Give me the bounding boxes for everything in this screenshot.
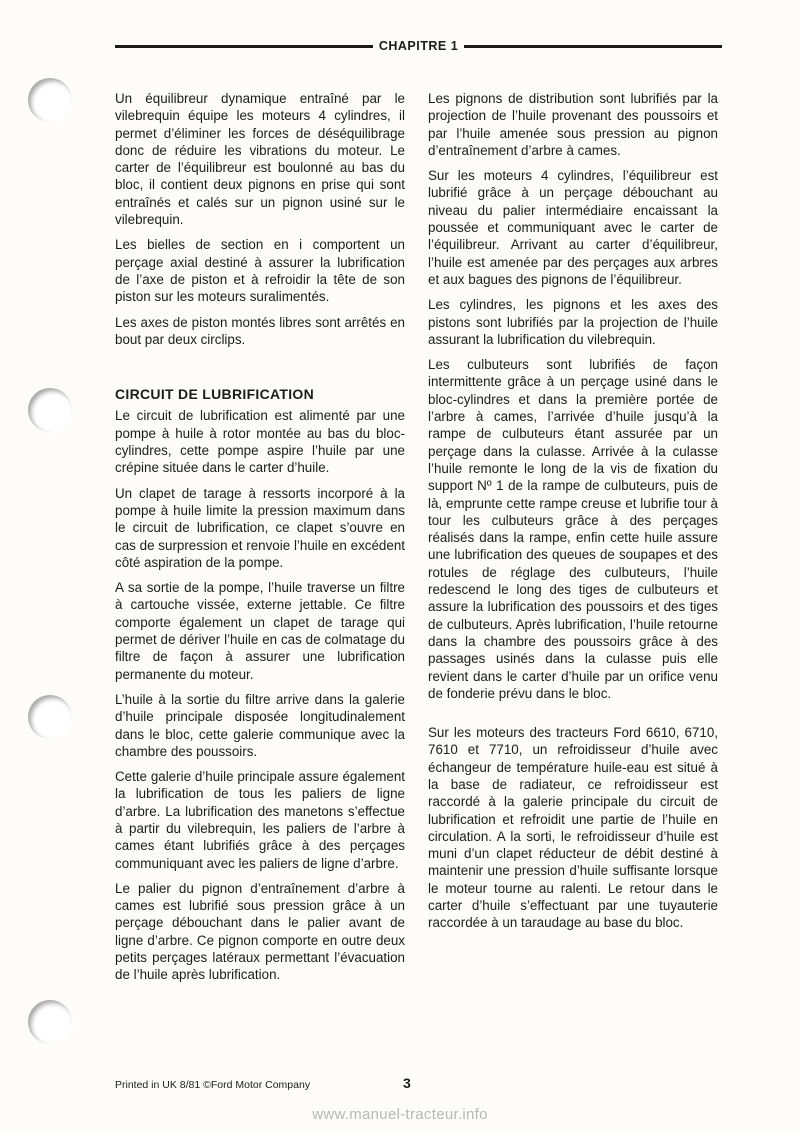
paragraph: Sur les moteurs 4 cylindres, l’équilibreur est lubrifié grâce à un perçage débouchant au niveau du palier intermédiaire encaissant la poussée et communiquant avec le carter de l’équilibreur. Arrivant au carter d’équilibreur, l’huile est amenée par des perçages aux arbres et aux bagues des pignons de l’équilibreur. [428,168,718,287]
paragraph: Les axes de piston montés libres sont arrêtés en bout par deux circlips. [115,314,405,347]
paragraph: Cette galerie d’huile principale assure également la lubrification de tous les paliers de ligne d’arbre. La lubrification des manetons s’effectue à partir du vilebrequin, les paliers de l’arbre à cames étant lubrifiés grâce à des perçages communiquant avec les paliers de ligne d’arbre. [115,769,405,871]
paragraph: Le palier du pignon d’entraînement d’arbre à cames est lubrifié sous pression grâce à un perçage débouchant dans le palier avant de ligne d’arbre. Ce pignon comporte en outre deux petits perçages latéraux permettant l’évacuation de l’huile après lubrification. [115,880,405,983]
paragraph: Les pignons de distribution sont lubrifiés par la projection de l’huile provenant des poussoirs et par l’huile amenée sous pression au pignon d’entraînement d’arbre à cames. [428,91,718,158]
paragraph: A sa sortie de la pompe, l’huile traverse un filtre à cartouche vissée, externe jettable. Ce filtre comporte également un clapet de tarage qui permet de dériver l’huile en cas de colmatage du filtre de façon à assurer une lubrification permanente du moteur. [115,580,405,682]
paragraph: Les culbuteurs sont lubrifiés de façon intermittente grâce à un perçage usiné dans le bloc-cylindres et dans la première portée de l’arbre à cames, l’arrivée d’huile jusqu’à la rampe de culbuteurs étant assurée par un perçage dans la culasse. Arrivée à la culasse l’huile remonte le long de la vis de fixation du support Nº 1 de la rampe de culbuteurs, puis de là, emprunte cette rampe creuse et lubrifie tour à tour les culbuteurs grâce à des perçages réalisés dans la rampe, enfin cette huile assure une lubrification des queues de soupapes et des rotules de réglage des culbuteurs, l’huile redescend le long des tiges de culbuteurs et assure la lubrification des poussoirs et des tiges de culbuteurs. Après lubrification, l’huile retourne dans la chambre des poussoirs grâce à des passages usinés dans la culasse puis elle revient dans le carter d’huile par un orifice venu de fonderie prévu dans le bloc. [428,357,718,701]
paragraph: Un équilibreur dynamique entraîné par le vilebrequin équipe les moteurs 4 cylindres, il permet d’éliminer les forces de déséquilibrage donc de réduire les vibrations du moteur. Le carter de l’équilibreur est boulonné au bas du bloc, il contient deux pignons en prise qui sont entraînés et calés sur un pignon usiné sur le vilebrequin. [115,91,405,228]
paragraph: L’huile à la sortie du filtre arrive dans la galerie d’huile principale disposée longitudinalement dans le bloc, cette galerie communique avec la chambre des poussoirs. [115,691,405,759]
paragraph: Les bielles de section en i comportent un perçage axial destiné à assurer la lubrification de l’axe de piston et à refroidir la tête de son piston sur les moteurs suralimentés. [115,237,405,305]
header-rule-left [115,45,373,48]
right-column [428,90,718,940]
chapter-header [115,38,722,54]
section-heading: CIRCUIT DE LUBRIFICATION [115,386,315,403]
header-rule-right [464,45,722,48]
binder-hole-4 [28,1000,72,1044]
print-notice: Printed in UK 8/81 ©Ford Motor Company [115,1079,311,1091]
chapter-title: CHAPITRE 1 [378,39,459,53]
left-column [115,90,405,992]
binder-hole-2 [28,388,72,432]
paragraph: Sur les moteurs des tracteurs Ford 6610, 6710, 7610 et 7710, un refroidisseur d’huile avec échangeur de température huile-eau est situé à la base de radiateur, ce refroidisseur est raccordé à la galerie principale du circuit de lubrification et refroidit une partie de l’huile en circulation. A la sorti, le refroidisseur d’huile est muni d’un clapet réducteur de débit destiné à maintenir une pression d’huile suffisante lorsque le moteur tourne au ralenti. Le retour dans le carter d’huile s’effectuant par une tuyauterie raccordée à un taraudage au base du bloc. [428,725,718,931]
paragraph: Un clapet de tarage à ressorts incorporé à la pompe à huile limite la pression maximum dans le circuit de lubrification, ce clapet s’ouvre en cas de surpression et renvoie l’huile en excédent côté aspiration de la pompe. [115,485,405,570]
page-number: 3 [403,1075,411,1091]
paragraph: Les cylindres, les pignons et les axes des pistons sont lubrifiés par la projection de l’huile assurant la lubrification du vilebrequin. [428,297,718,347]
paragraph: Le circuit de lubrification est alimenté par une pompe à huile à rotor montée au bas du bloc-cylindres, cette pompe aspire l’huile par une crépine située dans le carter d’huile. [115,408,405,476]
binder-hole-3 [28,695,72,739]
binder-hole-1 [28,78,72,122]
watermark: www.manuel-tracteur.info [312,1106,488,1123]
